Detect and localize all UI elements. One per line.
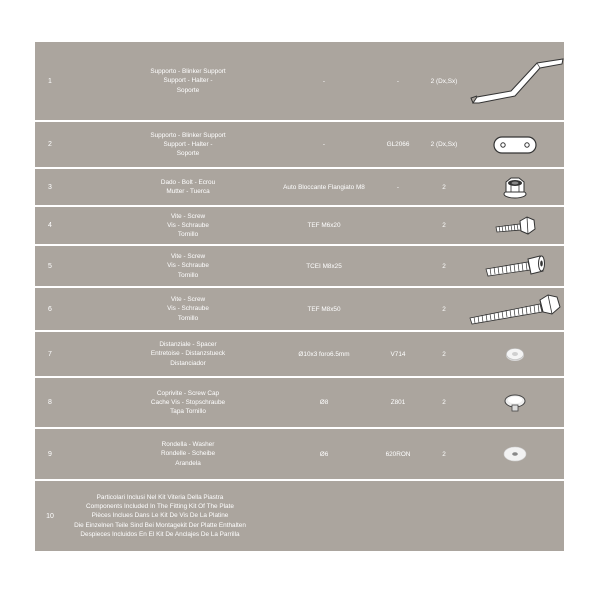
part-spec: Ø6 [319,450,329,458]
description-line: Components Included In The Fitting Kit Of The Plate [86,503,234,511]
parts-row [35,481,564,551]
parts-row [35,288,564,330]
description-line: Mutter - Tuerca [166,188,210,195]
description-line: Tornillo [177,231,199,239]
short-screw-icon [465,207,564,244]
spacer-icon [465,332,564,376]
part-quantity: 2 [442,399,446,406]
part-spec: - [322,141,326,148]
description-line: Supporto - Blinker Support [150,131,226,139]
description-line: Support - Halter - [163,140,213,148]
part-spec: Ø8 [319,399,329,406]
parts-row [35,169,564,205]
description-line: Arandela [175,459,201,467]
description-line: Soporte [176,86,200,94]
description-line: Rondella - Washer [161,441,215,449]
screw-cap-icon [465,378,564,427]
part-number: 7 [48,350,52,358]
parts-row [35,378,564,427]
part-number: 2 [48,141,52,148]
description-line: Vis - Schraube [167,305,209,313]
description-line: Despieces Incluidos En El Kit De Anclajes De La Parrilla [80,530,240,538]
part-spec: Ø10x3 foro6.5mm [298,350,350,358]
description-line: Distanciador [170,359,206,367]
description-line: Dado - Bolt - Ecrou [160,178,216,186]
long-screw-icon [465,288,564,330]
description-line: Pièces Inclues Dans Le Kit De Vis De La Platine [91,512,229,520]
part-number: 4 [48,222,52,229]
part-code: - [396,183,400,191]
part-number: 10 [46,512,54,520]
description-line: Cache Vis - Stopschraube [150,398,226,406]
part-quantity: 2 [442,350,446,358]
part-spec: TCEI M8x25 [306,262,342,270]
part-number: 8 [48,399,52,406]
description-line: Die Einzelnen Teile Sind Bei Montagekit Der Platte Enthalten [74,521,246,529]
parts-row [35,332,564,376]
part-code: Z801 [390,399,406,406]
parts-row [35,122,564,167]
part-number: 3 [48,183,52,191]
description-line: Soporte [176,150,200,158]
description-line: Vite - Screw [170,253,206,261]
kit-contents-note [55,481,265,551]
description-line: Vis - Schraube [167,262,209,270]
part-quantity: 2 [442,262,446,270]
part-code: 620RON [385,450,411,458]
description-line: Vis - Schraube [167,221,209,229]
description-line: Particolari Inclusi Nel Kit Viteria Della Piastra [96,493,224,501]
description-line: Tornillo [177,271,199,279]
part-spec: TEF M6x20 [307,222,341,229]
parts-row [35,246,564,286]
part-spec: TEF M8x50 [307,305,341,313]
part-code: - [396,77,400,85]
description-line: Tapa Tornillo [170,408,206,416]
part-quantity: 2 (Dx,Sx) [430,141,458,148]
bracket-icon [465,42,564,120]
parts-row [35,42,564,120]
description-line: Tornillo [177,314,199,322]
part-quantity: 2 [442,183,446,191]
part-spec: - [322,77,326,85]
plate-icon [465,122,564,167]
description-line: Coprivite - Screw Cap [156,389,220,397]
description-line: Support - Halter - [163,77,213,85]
description-line: Vite - Screw [170,296,206,304]
description-line: Distanziale - Spacer [159,341,217,349]
part-number: 9 [48,450,52,458]
part-quantity: 2 [442,450,446,458]
part-code: GL2066 [386,141,410,148]
parts-row [35,429,564,479]
part-quantity: 2 [442,222,446,229]
part-quantity: 2 (Dx,Sx) [430,77,458,85]
nut-icon [465,169,564,205]
part-code: V714 [390,350,406,358]
description-line: Rondelle - Scheibe [161,450,215,458]
part-number: 1 [48,77,52,85]
part-quantity: 2 [442,305,446,313]
socket-screw-icon [465,246,564,286]
description-line: Entretoise - Distanzstueck [150,350,226,358]
washer-icon [465,429,564,479]
part-spec: Auto Bloccante Flangiato M8 [283,183,365,191]
parts-row [35,207,564,244]
part-number: 5 [48,262,52,270]
part-number: 6 [48,305,52,313]
description-line: Supporto - Blinker Support [150,68,226,76]
description-line: Vite - Screw [170,212,206,220]
